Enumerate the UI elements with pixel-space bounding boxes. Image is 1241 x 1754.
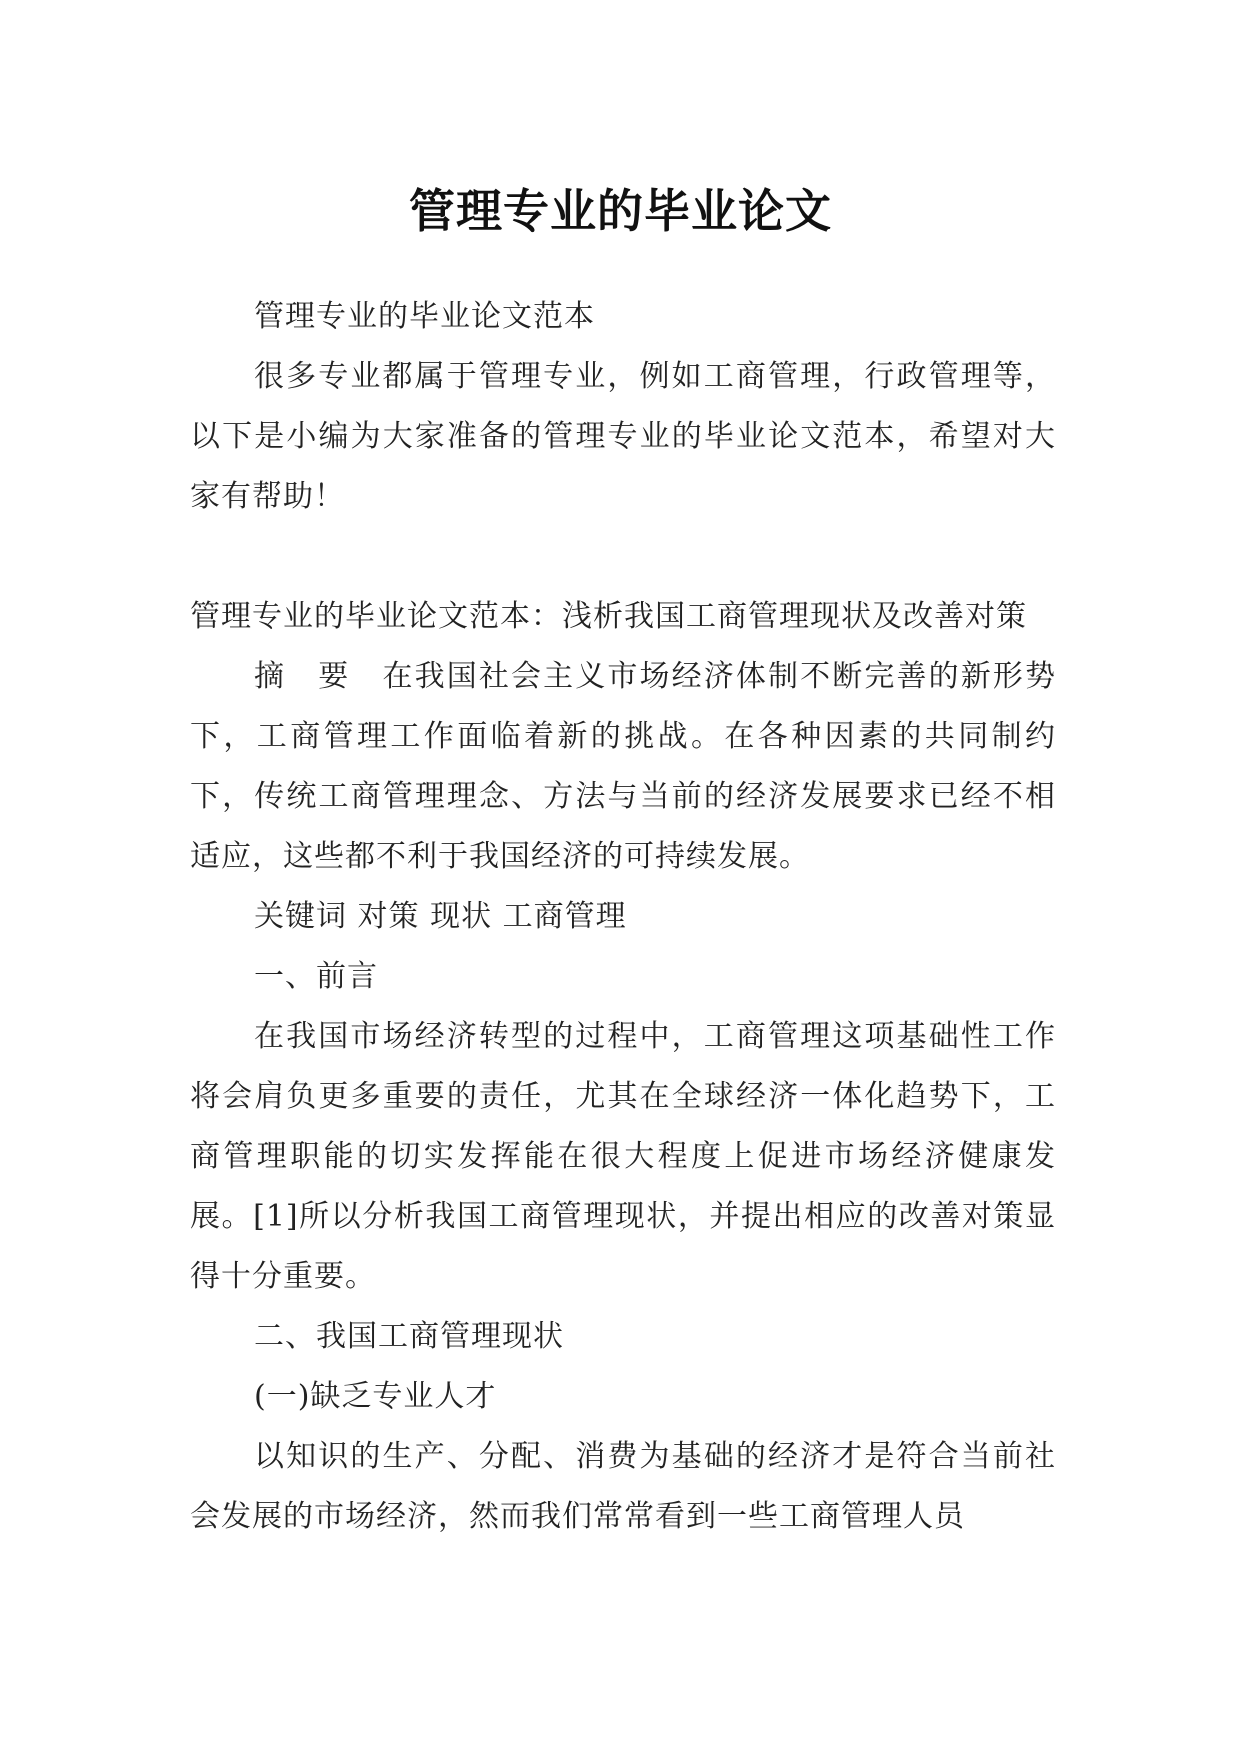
paragraph-paper-title: 管理专业的毕业论文范本：浅析我国工商管理现状及改善对策 [190,599,1027,634]
paragraph-preface: 在我国市场经济转型的过程中，工商管理这项基础性工作将会肩负更多重要的责任，尤其在全球经济一体化趋势下，工商管理职能的切实发挥能在很大程度上促进市场经济健康发展。[1]所以分析我国工商管理现状，并提出相应的改善对策显得十分重要。 [190,1019,1056,1294]
paragraph-intro: 很多专业都属于管理专业，例如工商管理，行政管理等，以下是小编为大家准备的管理专业的毕业论文范本，希望对大家有帮助！ [190,359,1056,514]
document-title: 管理专业的毕业论文 [409,183,832,238]
heading-status: 二、我国工商管理现状 [254,1319,564,1354]
heading-talent: (一)缺乏专业人才 [254,1379,497,1414]
paragraph-keywords: 关键词 对策 现状 工商管理 [254,899,627,934]
paragraph-talent: 以知识的生产、分配、消费为基础的经济才是符合当前社会发展的市场经济，然而我们常常看到一些工商管理人员 [190,1439,1056,1534]
paragraph-spacer [190,527,1056,587]
heading-preface: 一、前言 [254,959,378,994]
paragraph-subtitle: 管理专业的毕业论文范本 [254,299,595,334]
document-body [190,287,1056,1547]
paragraph-abstract: 摘 要 在我国社会主义市场经济体制不断完善的新形势下，工商管理工作面临着新的挑战。在各种因素的共同制约下，传统工商管理理念、方法与当前的经济发展要求已经不相适应，这些都不利于我国经济的可持续发展。 [190,659,1056,874]
